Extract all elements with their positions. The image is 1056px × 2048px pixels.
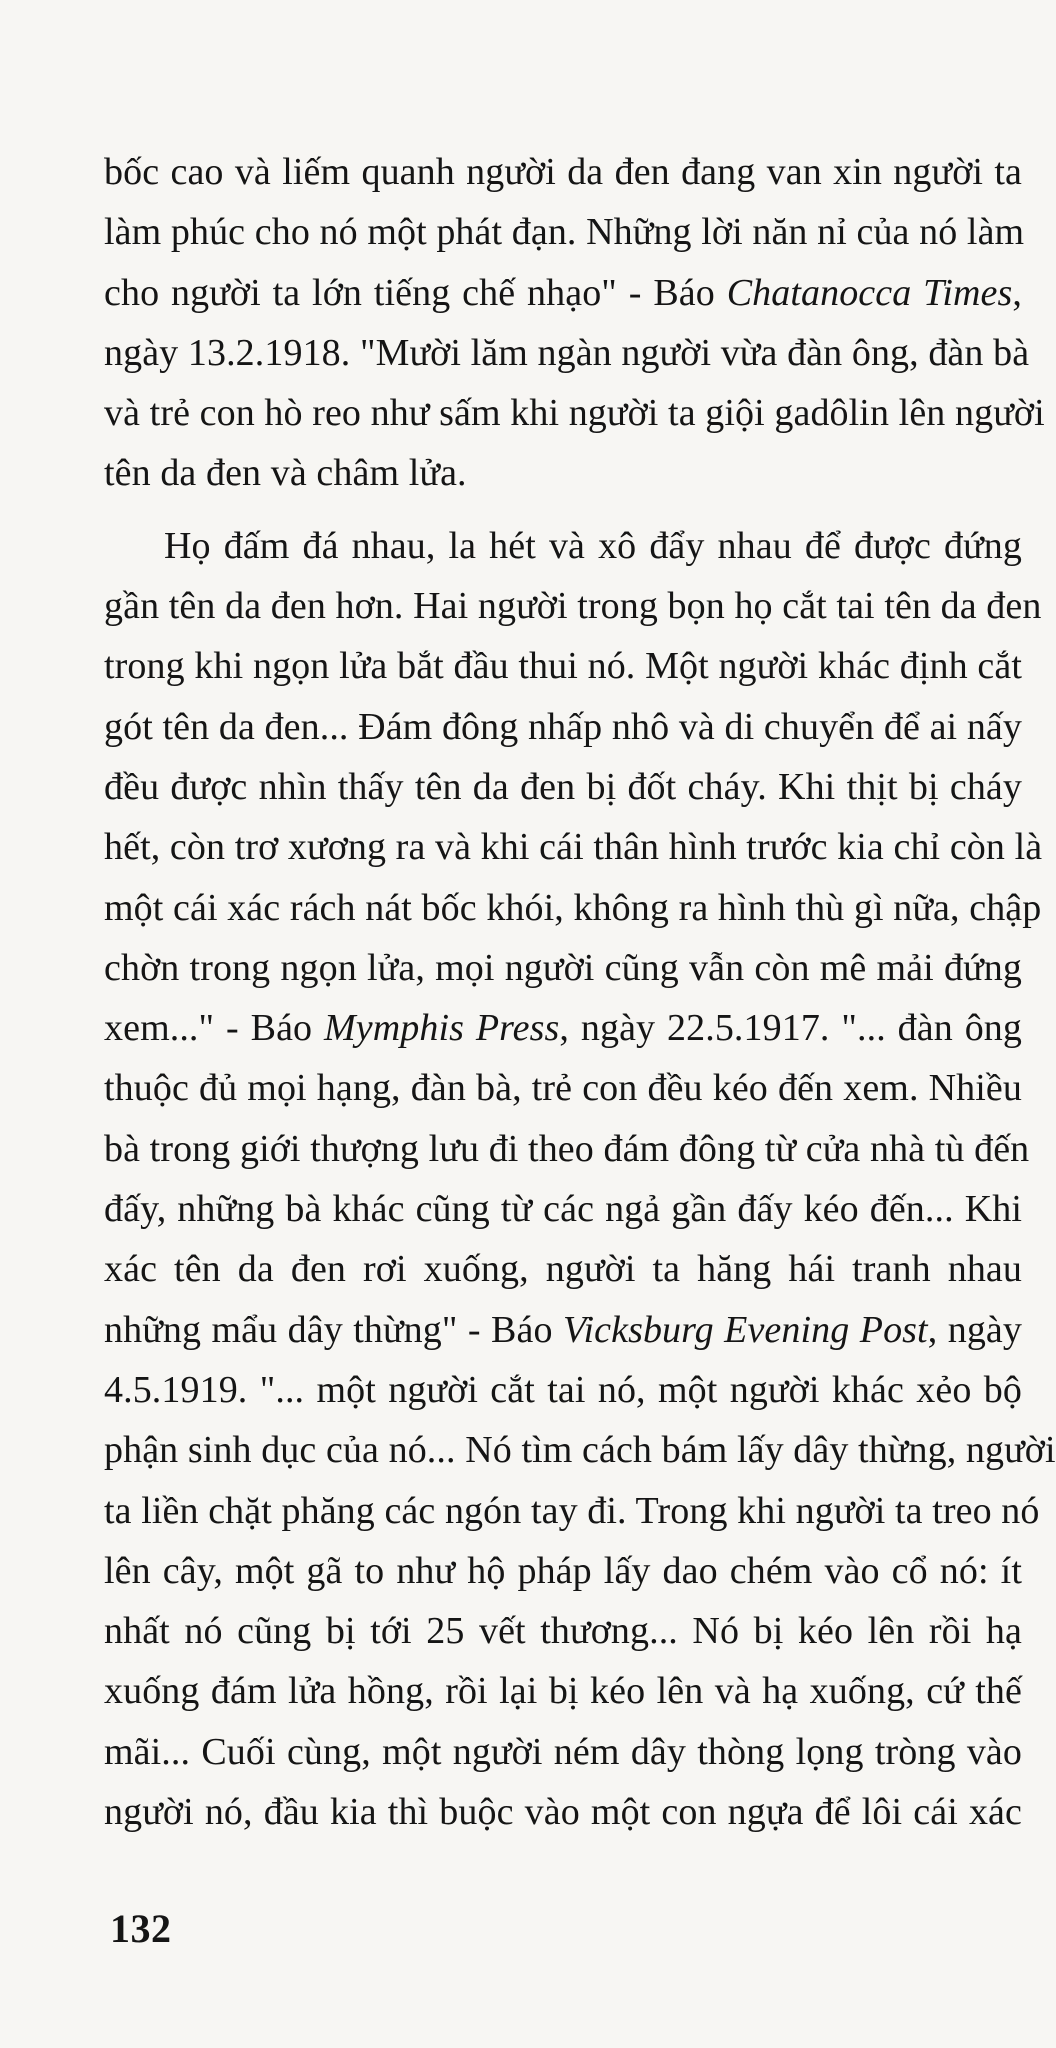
text-line: người nó, đầu kia thì buộc vào một con ngựa để lôi cái xác — [104, 1791, 1022, 1834]
text-line: gần tên da đen hơn. Hai người trong bọn họ cắt tai tên da đen — [104, 585, 1042, 628]
text-line: đấy, những bà khác cũng từ các ngả gần đấy kéo đến... Khi — [104, 1188, 1022, 1231]
text-line: Họ đấm đá nhau, la hét và xô đẩy nhau để được đứng — [164, 524, 1022, 567]
text-span: , — [1012, 271, 1022, 314]
text-line — [104, 263, 1022, 323]
text-line: lên cây, một gã to như hộ pháp lấy dao chém vào cổ nó: ít — [104, 1549, 1022, 1592]
text-span: xem..." - Báo — [104, 1007, 324, 1050]
text-line: gót tên da đen... Đám đông nhấp nhô và di chuyển để ai nấy — [104, 705, 1022, 748]
body-text — [104, 142, 1056, 1842]
text-line: một cái xác rách nát bốc khói, không ra hình thù gì nữa, chập — [104, 886, 1042, 929]
text-line: bà trong giới thượng lưu đi theo đám đông từ cửa nhà tù đến — [104, 1127, 1030, 1170]
text-span: , ngày — [927, 1308, 1022, 1351]
text-line: thuộc đủ mọi hạng, đàn bà, trẻ con đều kéo đến xem. Nhiều — [104, 1067, 1022, 1110]
newspaper-title: Mymphis Press — [324, 1007, 560, 1050]
page-number: 132 — [110, 1906, 172, 1951]
text-line: mãi... Cuối cùng, một người ném dây thòng lọng tròng vào — [104, 1730, 1022, 1773]
text-line: tên da đen và châm lửa. — [104, 452, 467, 495]
newspaper-title: Chatanocca Times — [726, 271, 1013, 314]
text-line: xác tên da đen rơi xuống, người ta hăng hái tranh nhau — [104, 1248, 1022, 1291]
text-line: làm phúc cho nó một phát đạn. Những lời năn nỉ của nó làm — [104, 211, 1025, 254]
text-line: chờn trong ngọn lửa, mọi người cũng vẫn còn mê mải đứng — [104, 946, 1022, 989]
text-line: hết, còn trơ xương ra và khi cái thân hình trước kia chỉ còn là — [104, 826, 1043, 869]
text-line: đều được nhìn thấy tên da đen bị đốt cháy. Khi thịt bị cháy — [104, 765, 1022, 808]
text-line: 4.5.1919. "... một người cắt tai nó, một người khác xẻo bộ — [104, 1368, 1022, 1411]
text-line — [104, 1300, 1022, 1360]
text-line: phận sinh dục của nó... Nó tìm cách bám lấy dây thừng, người — [104, 1429, 1056, 1472]
text-line: ta liền chặt phăng các ngón tay đi. Trong khi người ta treo nó — [104, 1489, 1040, 1532]
text-line: bốc cao và liếm quanh người da đen đang van xin người ta — [104, 151, 1022, 193]
text-line: nhất nó cũng bị tới 25 vết thương... Nó bị kéo lên rồi hạ — [104, 1610, 1022, 1653]
text-line — [104, 998, 1022, 1058]
text-line: và trẻ con hò reo như sấm khi người ta giội gadôlin lên người — [104, 392, 1045, 435]
newspaper-title: Vicksburg Evening Post — [562, 1308, 928, 1351]
text-line: trong khi ngọn lửa bắt đầu thui nó. Một người khác định cắt — [104, 645, 1022, 688]
text-span: những mẩu dây thừng" - Báo — [104, 1308, 563, 1351]
text-line: xuống đám lửa hồng, rồi lại bị kéo lên và hạ xuống, cứ thế — [104, 1670, 1022, 1713]
text-span: , ngày 22.5.1917. "... đàn ông — [559, 1007, 1022, 1050]
text-line: ngày 13.2.1918. "Mười lăm ngàn người vừa đàn ông, đàn bà — [104, 331, 1030, 374]
text-span: cho người ta lớn tiếng chế nhạo" - Báo — [104, 271, 727, 314]
paragraph-gap — [104, 504, 1022, 516]
